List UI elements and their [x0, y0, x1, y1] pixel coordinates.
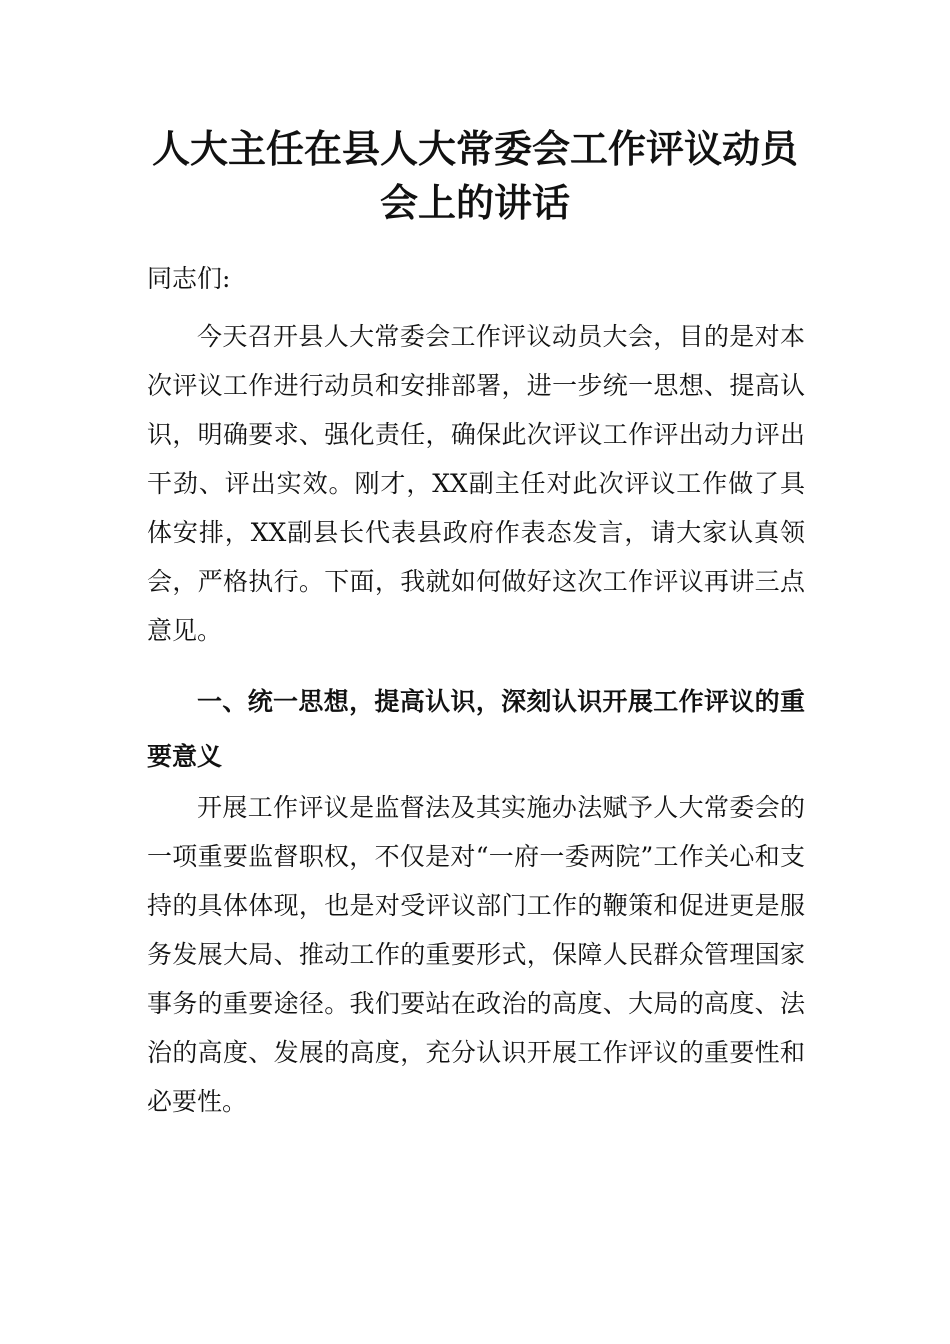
- document-title: 人大主任在县人大常委会工作评议动员会上的讲话: [151, 126, 798, 225]
- paragraph-opening: 今天召开县人大常委会工作评议动员大会，目的是对本次评议工作进行动员和安排部署，进一步统一思想、提高认识，明确要求、强化责任，确保此次评议工作评出动力评出干劲、评出实效。刚才，XX副主任对此次评议工作做了具体安排，XX副县长代表县政府作表态发言，请大家认真领会，严格执行。下面，我就如何做好这次工作评议再讲三点意见。: [147, 322, 805, 645]
- paragraph-section-1: 开展工作评议是监督法及其实施办法赋予人大常委会的一项重要监督职权，不仅是对“一府一委两院”工作关心和支持的具体体现，也是对受评议部门工作的鞭策和促进更是服务发展大局、推动工作的重要形式，保障人民群众管理国家事务的重要途径。我们要站在政治的高度、大局的高度、法治的高度、发展的高度，充分认识开展工作评议的重要性和必要性。: [147, 793, 805, 1116]
- salutation: 同志们:: [147, 264, 231, 293]
- section-heading-1: 一、统一思想，提高认识，深刻认识开展工作评议的重要意义: [147, 687, 805, 771]
